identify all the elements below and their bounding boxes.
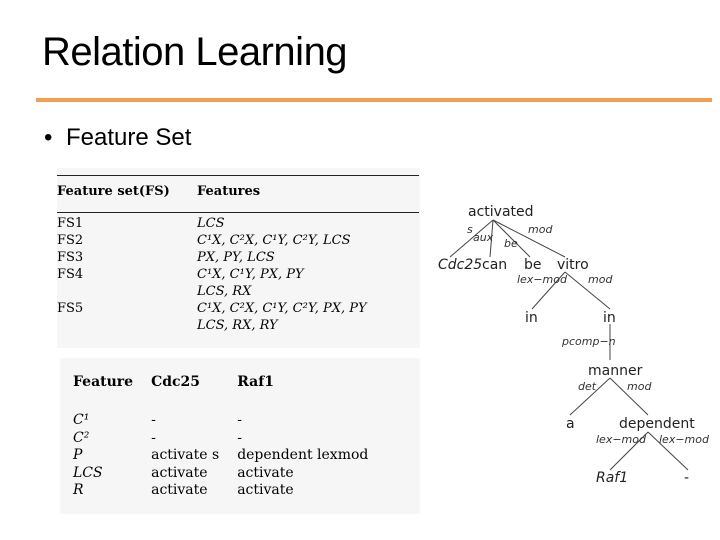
edge-label: det <box>578 380 597 393</box>
bullet-text: Feature Set <box>66 124 192 151</box>
table-cell: FS3 <box>57 250 84 265</box>
tree-node: can <box>482 257 508 273</box>
tree-node: be <box>524 257 542 273</box>
table-cell: activate <box>151 464 208 481</box>
table-cell: FS5 <box>57 301 84 316</box>
table-cell: LCS <box>197 216 225 231</box>
table-cell: C¹X, C²X, C¹Y, C²Y, PX, PY <box>197 301 367 316</box>
table-cell: - <box>151 412 156 428</box>
table-header: Features <box>197 184 261 199</box>
table-cell: activate s <box>151 447 220 463</box>
table-cell: activate <box>237 464 294 481</box>
edge-label: be <box>504 237 518 250</box>
tree-node: Cdc25 <box>438 257 483 273</box>
edge-label: mod <box>588 273 613 286</box>
table-cell: C¹X, C²X, C¹Y, C²Y, LCS <box>197 233 351 248</box>
edge-label: lex−mod <box>517 273 567 286</box>
tree-node: manner <box>588 363 643 379</box>
table-header: Raf1 <box>237 374 274 390</box>
tree-node: vitro <box>557 257 589 273</box>
table-cell: R <box>73 482 84 498</box>
table-cell: P <box>73 447 83 463</box>
table-cell: LCS, RX <box>197 284 252 299</box>
table-cell: - <box>151 429 156 446</box>
tree-node: in <box>603 310 616 326</box>
table-cell: C¹ <box>73 412 90 428</box>
edge-label: lex−mod <box>659 433 709 446</box>
table-header: Cdc25 <box>151 374 201 390</box>
bullet-icon: • <box>44 124 53 151</box>
table-cell: FS1 <box>57 216 84 231</box>
tree-node: in <box>525 310 538 326</box>
tree-node: Raf1 <box>596 470 629 486</box>
table-header: Feature <box>73 374 134 390</box>
tree-node: dependent <box>619 416 695 432</box>
table-cell: C² <box>73 429 90 446</box>
slide-title: Relation Learning <box>42 30 348 74</box>
tree-node: a <box>566 416 575 432</box>
table-cell: LCS, RX, RY <box>197 318 278 333</box>
edge-label: pcomp−n <box>562 335 616 348</box>
table-cell: - <box>237 429 242 446</box>
edge-label: aux <box>473 231 494 244</box>
table-cell: dependent lexmod <box>237 447 369 463</box>
edge-label: mod <box>528 223 553 236</box>
tree-node: activated <box>468 204 534 220</box>
table-cell: activate <box>151 482 208 498</box>
table-cell: LCS <box>73 464 103 481</box>
table-cell: activate <box>237 482 294 498</box>
edge-label: mod <box>627 380 652 393</box>
table-cell: PX, PY, LCS <box>197 250 275 265</box>
tree-node: - <box>684 470 690 486</box>
edge-label: s <box>467 223 473 236</box>
table-header: Feature set(FS) <box>57 184 170 199</box>
table-cell: FS4 <box>57 267 84 282</box>
table-cell: - <box>237 412 242 428</box>
table-cell: FS2 <box>57 233 84 248</box>
table-cell: C¹X, C¹Y, PX, PY <box>197 267 304 282</box>
edge-label: lex−mod <box>596 433 646 446</box>
